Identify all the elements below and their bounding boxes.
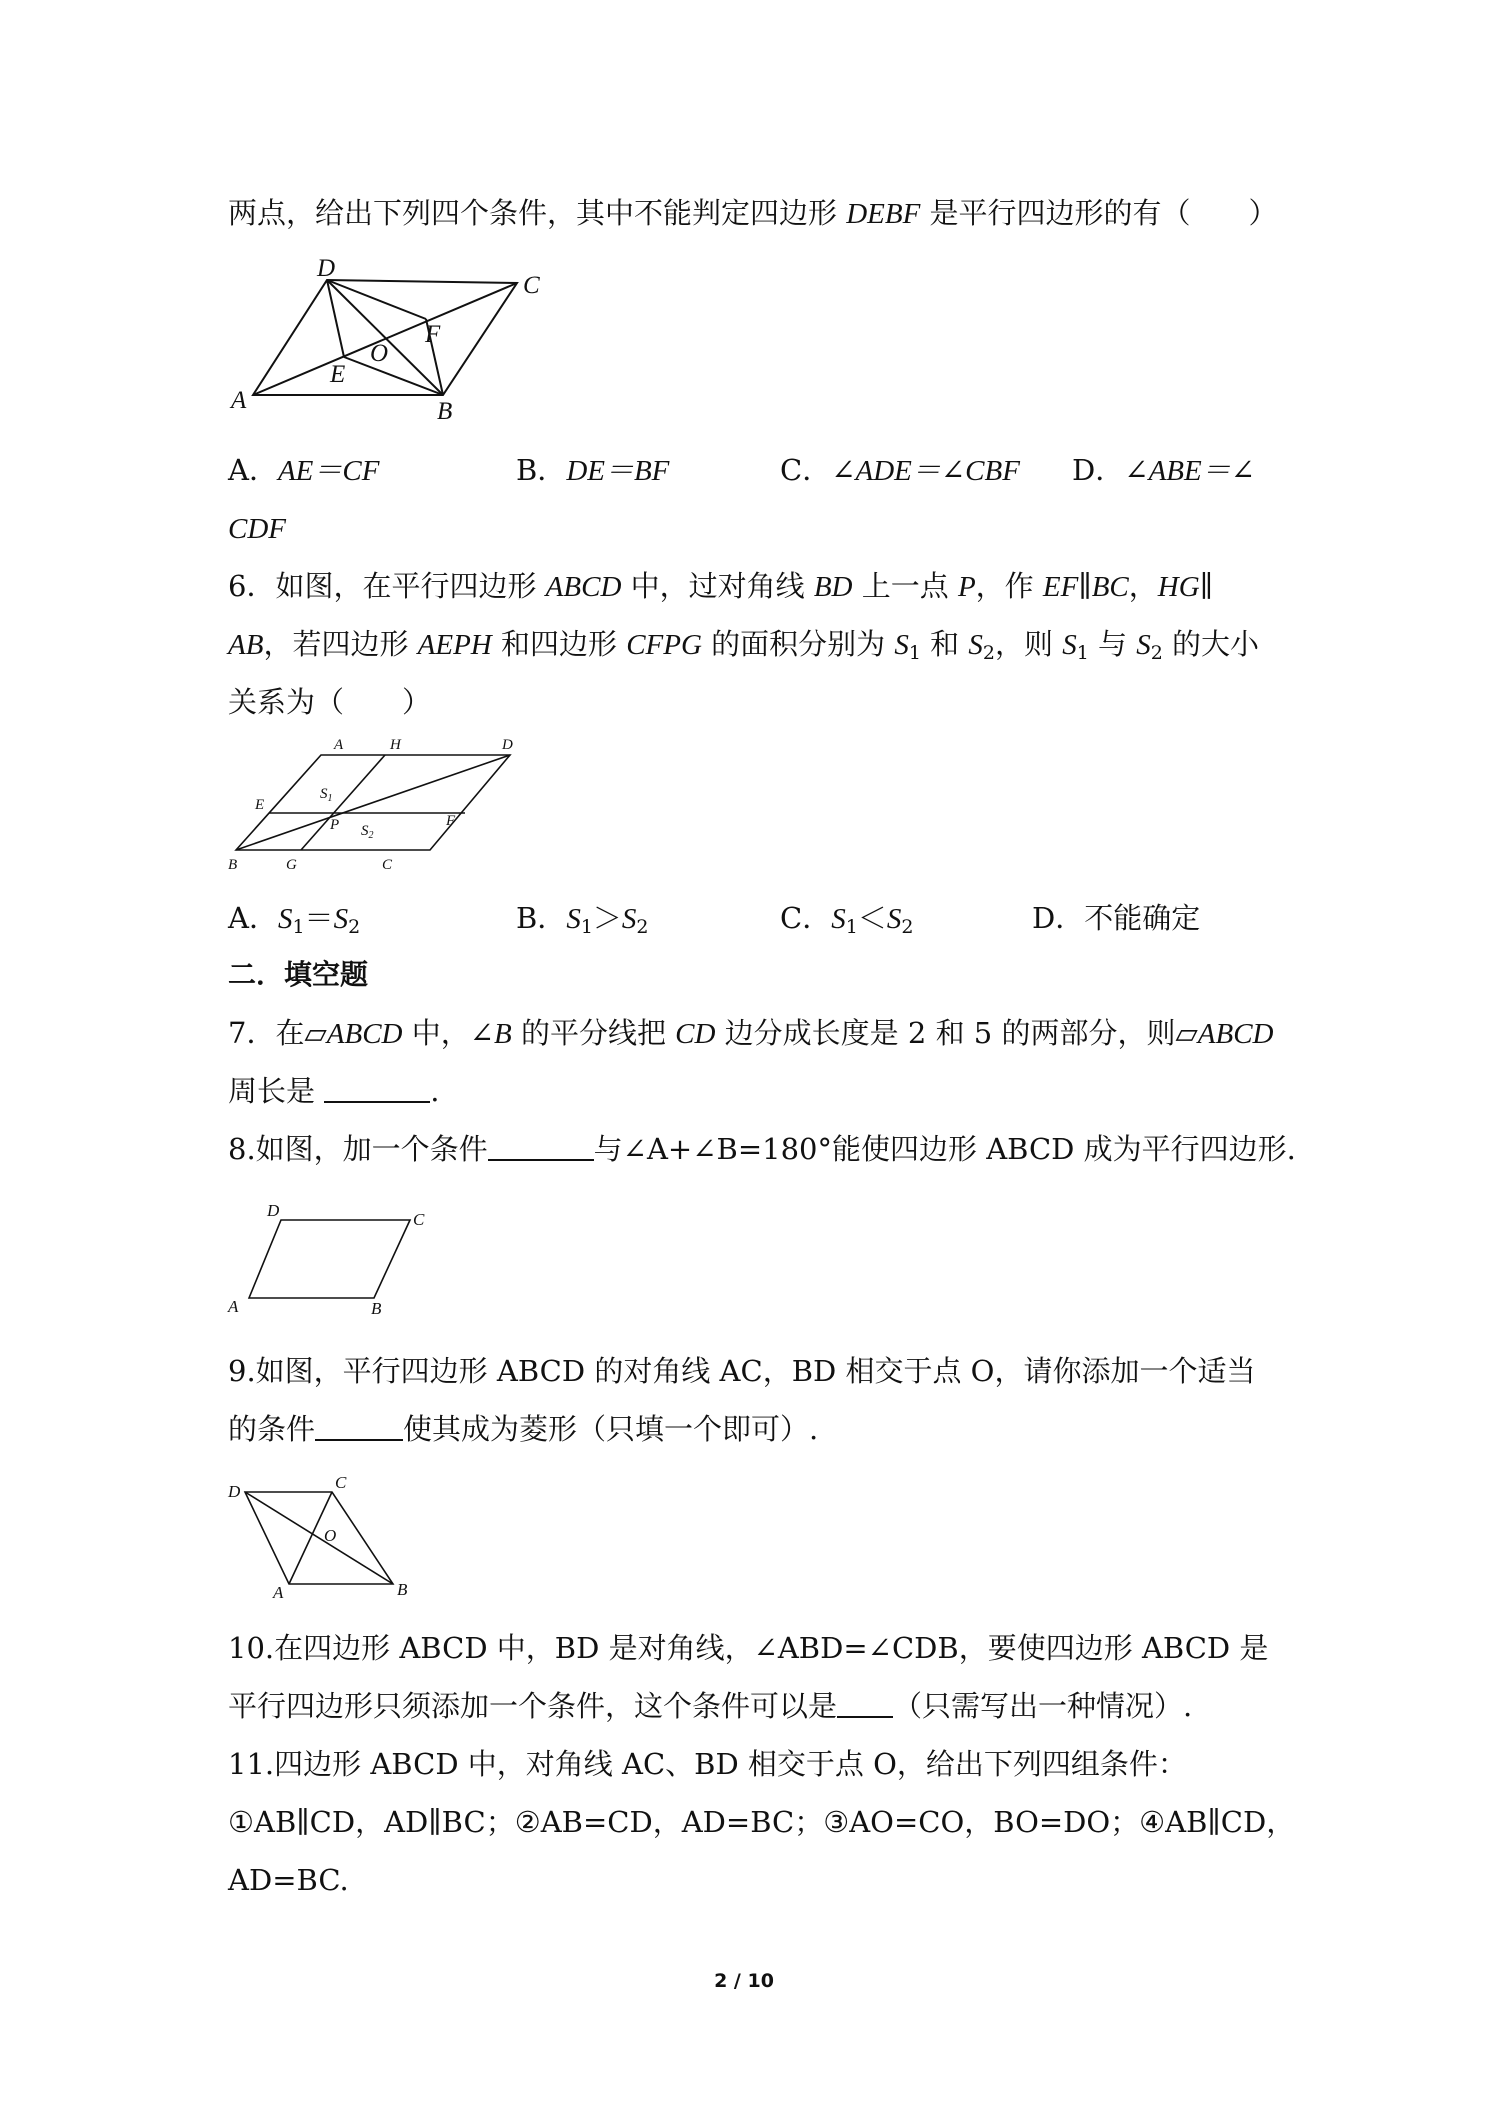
q9-label-b: B <box>397 1580 408 1599</box>
q5-option-d-expr: ∠ABE＝∠ <box>1124 455 1256 487</box>
q6-figure <box>225 735 535 875</box>
section-heading: 二．填空题 <box>228 958 369 991</box>
q8-figure <box>225 1193 435 1318</box>
q5-label-e: E <box>330 361 346 388</box>
q5-label-o: O <box>370 340 389 367</box>
q6-var: HG <box>1157 571 1200 603</box>
q5-option-a <box>228 450 379 491</box>
q6-text: ，则 <box>994 627 1063 661</box>
q5-option-a-prefix: A． <box>228 453 278 487</box>
q6-label-s1 <box>320 786 333 804</box>
q5-label-d: D <box>317 255 336 282</box>
q6-s: S <box>1136 629 1151 661</box>
q5-label-a: A <box>231 387 247 414</box>
q5-label-f: F <box>425 321 441 348</box>
q6-option-c <box>780 898 913 947</box>
q5-option-c-expr: ∠ADE＝∠CBF <box>831 455 1020 487</box>
q5-option-d-expr-cont: CDF <box>228 513 286 545</box>
q11-line-2 <box>228 1802 1296 1842</box>
q7-text: 中，∠ <box>402 1016 495 1050</box>
q6-option-rel: ＝ <box>304 901 334 935</box>
q6-sub: 2 <box>348 916 361 938</box>
q10-line-2 <box>228 1686 1278 1726</box>
q6-s: S <box>1062 629 1077 661</box>
q6-sub: 1 <box>580 916 593 938</box>
q6-label-e: E <box>255 797 265 813</box>
q6-option-d <box>1032 898 1200 938</box>
q7-var: ABCD <box>1197 1018 1274 1050</box>
q6-s: S <box>277 903 293 935</box>
q6-option-prefix: A． <box>228 901 278 935</box>
q6-var: BC <box>1091 571 1129 603</box>
q9-label-o: O <box>324 1526 337 1545</box>
q6-var: AEPH <box>417 629 492 661</box>
q6-text: ， <box>1128 569 1158 603</box>
q9-line-2 <box>228 1409 1278 1449</box>
q6-var: AB <box>228 629 264 661</box>
q11-line-3 <box>228 1860 1278 1900</box>
q6-sub: 2 <box>901 916 914 938</box>
q7-var: CD <box>675 1018 716 1050</box>
q7-answer-blank[interactable] <box>324 1073 430 1103</box>
q5-stem <box>228 193 1278 234</box>
q6-label-g: G <box>286 857 297 873</box>
q5-option-b <box>516 450 669 491</box>
q5-option-b-expr: DE＝BF <box>566 455 670 487</box>
q8-text: 与∠A+∠B=180°能使四边形 ABCD 成为平行四边形. <box>593 1132 1296 1166</box>
q6-s: S <box>566 903 581 935</box>
q7-text: 周长是 <box>228 1074 325 1108</box>
q6-label-s2-letter: S <box>361 823 369 839</box>
q6-s: S <box>831 903 846 935</box>
q5-option-c <box>780 450 1020 491</box>
q11-line-1 <box>228 1744 1278 1784</box>
q5-label-c: C <box>523 272 540 299</box>
q6-sub: 1 <box>908 642 921 664</box>
q8-label-c: C <box>413 1210 425 1229</box>
q6-s: S <box>621 903 637 935</box>
q6-label-b: B <box>228 857 238 873</box>
q6-text: 关系为（ ） <box>228 685 432 719</box>
q6-line-3 <box>228 682 1278 722</box>
q6-label-a: A <box>334 737 344 753</box>
q6-option-prefix: B． <box>516 901 567 935</box>
q7-text: 边分成长度是 2 和 5 的两部分，则▱ <box>715 1016 1198 1050</box>
q9-label-c: C <box>335 1474 347 1492</box>
q7-var: ABCD <box>326 1018 403 1050</box>
q5-option-b-prefix: B． <box>516 453 567 487</box>
q9-figure <box>225 1474 425 1604</box>
q6-option-a <box>228 898 360 947</box>
q10-answer-blank[interactable] <box>837 1688 893 1718</box>
q7-line-2 <box>228 1071 1278 1111</box>
q6-s: S <box>886 903 902 935</box>
q6-s: S <box>333 903 349 935</box>
q6-option-d-text: D．不能确定 <box>1032 901 1201 935</box>
q6-label-s2 <box>361 823 374 841</box>
q6-var: ABCD <box>545 571 622 603</box>
q6-line-2 <box>228 624 1278 673</box>
q6-var: EF <box>1042 571 1079 603</box>
q6-label-d: D <box>502 737 513 753</box>
q5-stem-text: 两点，给出下列四个条件，其中不能判定四边形 <box>228 196 847 230</box>
q10-text: 平行四边形只须添加一个条件，这个条件可以是 <box>228 1689 838 1723</box>
q5-option-d <box>1072 450 1255 491</box>
q10-line-1 <box>228 1628 1278 1668</box>
q6-sub: 1 <box>1076 642 1089 664</box>
q6-var: CFPG <box>626 629 702 661</box>
q10-text: 10.在四边形 ABCD 中，BD 是对角线，∠ABD=∠CDB，要使四边形 ABCD 是 <box>228 1631 1269 1665</box>
q9-text: 使其成为菱形（只填一个即可）. <box>403 1412 819 1446</box>
q8-label-d: D <box>267 1201 280 1220</box>
q6-text: 的大小 <box>1162 627 1260 661</box>
q9-label-a: A <box>273 1583 284 1602</box>
q9-label-d: D <box>228 1482 241 1501</box>
q5-stem-var: DEBF <box>846 198 921 230</box>
q6-sub: 1 <box>292 916 305 938</box>
q6-var: BD <box>813 571 853 603</box>
q9-text: 9.如图，平行四边形 ABCD 的对角线 AC，BD 相交于点 O，请你添加一个适当 <box>228 1354 1256 1388</box>
q7-text: . <box>430 1074 440 1108</box>
q6-sub: 2 <box>982 642 995 664</box>
q6-sub: 2 <box>1150 642 1163 664</box>
q6-label-h: H <box>390 737 401 753</box>
q6-option-b <box>516 898 649 947</box>
q6-label-s1-letter: S <box>320 786 328 802</box>
q7-var: B <box>494 1018 512 1050</box>
q6-text: 与 <box>1088 627 1137 661</box>
q6-text: 6．如图，在平行四边形 <box>228 569 546 603</box>
q7-line-1 <box>228 1013 1278 1054</box>
q8-text: 8.如图，加一个条件 <box>228 1132 488 1166</box>
q9-line-1 <box>228 1351 1278 1391</box>
q6-var: P <box>957 571 976 603</box>
q6-sub: 1 <box>845 916 858 938</box>
q5-label-b: B <box>437 398 453 425</box>
q5-option-d-cont <box>228 508 1278 549</box>
q8-line-1 <box>228 1129 1296 1169</box>
q11-text: ①AB∥CD，AD∥BC；②AB=CD，AD=BC；③AO=CO，BO=DO；④AB∥CD， <box>228 1805 1296 1839</box>
q6-s: S <box>894 629 909 661</box>
q6-option-rel: ＞ <box>592 901 622 935</box>
q6-s: S <box>968 629 983 661</box>
q6-label-s1-sub: 1 <box>327 793 333 804</box>
q6-text: 的面积分别为 <box>701 627 895 661</box>
q6-text: 中，过对角线 <box>621 569 814 603</box>
q5-option-d-prefix: D． <box>1072 453 1125 487</box>
q6-text: 和 <box>920 627 969 661</box>
q8-answer-blank[interactable] <box>488 1131 594 1161</box>
q6-sub: 2 <box>636 916 649 938</box>
q9-answer-blank[interactable] <box>315 1411 403 1441</box>
q8-label-b: B <box>371 1299 382 1318</box>
q6-text: ，作 <box>975 569 1043 603</box>
q8-label-a: A <box>228 1297 239 1316</box>
q11-text: 11.四边形 ABCD 中，对角线 AC、BD 相交于点 O，给出下列四组条件： <box>228 1747 1187 1781</box>
q6-option-rel: ＜ <box>857 901 887 935</box>
q6-text: ∥ <box>1199 569 1214 603</box>
q6-text: 上一点 <box>852 569 958 603</box>
q6-option-prefix: C． <box>780 901 832 935</box>
q6-label-s2-sub: 2 <box>368 830 374 841</box>
q6-label-p: P <box>330 817 340 833</box>
q9-text: 的条件 <box>228 1412 316 1446</box>
q6-label-f: F <box>446 813 456 829</box>
q5-figure <box>225 252 555 427</box>
q11-text: AD=BC. <box>228 1863 349 1897</box>
q7-text: 7．在▱ <box>228 1016 327 1050</box>
q10-text: （只需写出一种情况）. <box>893 1689 1193 1723</box>
q6-text: ∥ <box>1078 569 1092 603</box>
q6-text: 和四边形 <box>491 627 627 661</box>
page-number: 2 / 10 <box>714 1970 774 1992</box>
q6-line-1 <box>228 566 1278 607</box>
q5-option-a-expr: AE＝CF <box>277 455 380 487</box>
q5-stem-text-end: 是平行四边形的有（ ） <box>920 196 1278 230</box>
q6-label-c: C <box>382 857 393 873</box>
q7-text: 的平分线把 <box>511 1016 676 1050</box>
q6-text: ，若四边形 <box>263 627 418 661</box>
q5-option-c-prefix: C． <box>780 453 832 487</box>
